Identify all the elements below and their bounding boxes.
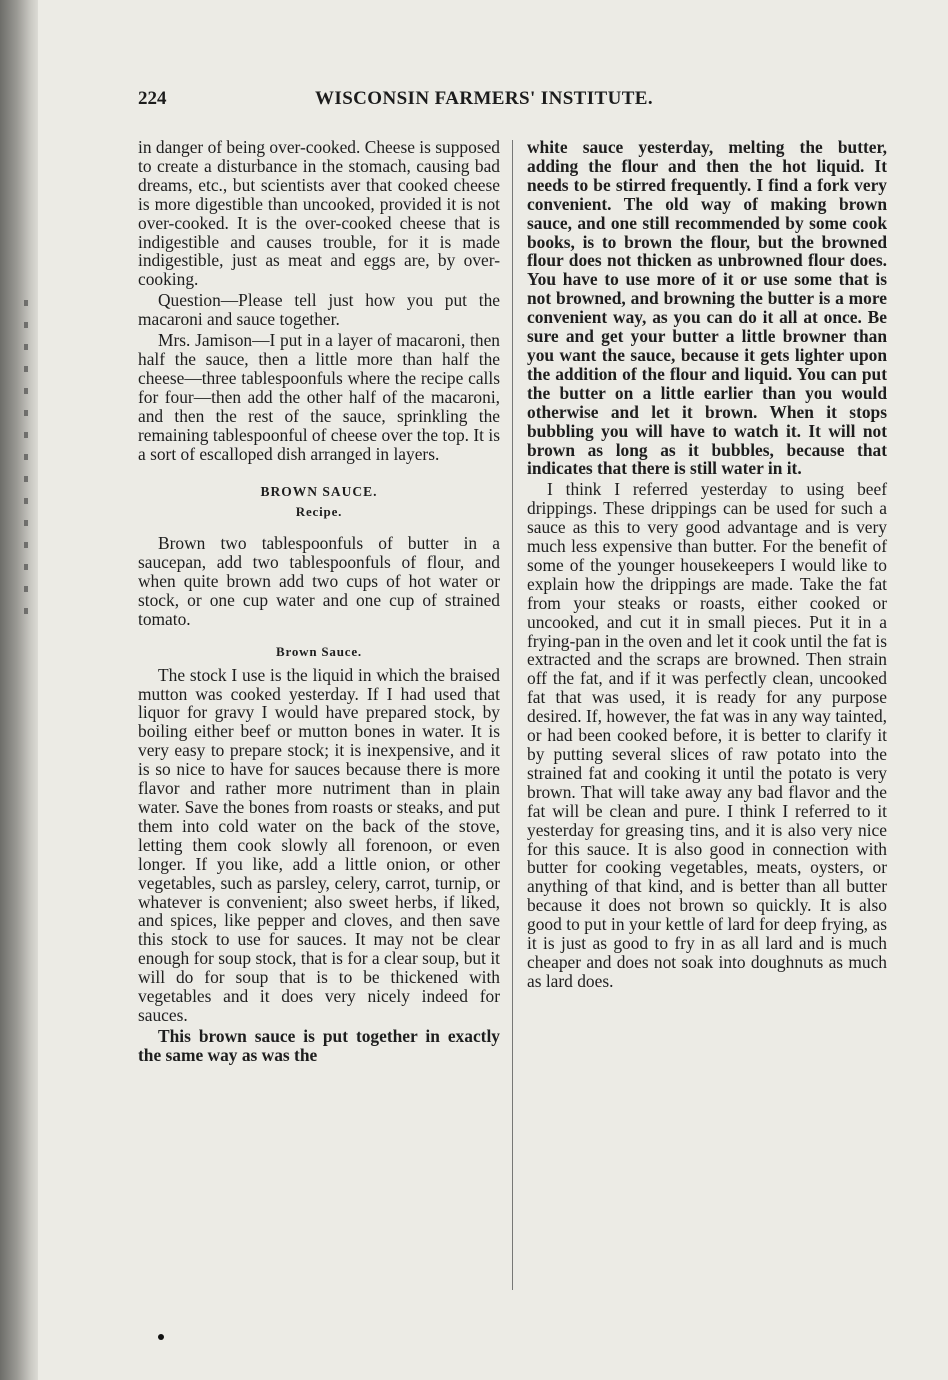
paragraph: This brown sauce is put together in exactly the same way as was the: [138, 1025, 500, 1065]
paragraph: The stock I use is the liquid in which the braised mutton was cooked yesterday. If I had used that liquor for gravy I would have prepared stock, by boiling either beef or mutton bones in water. It is very easy to prepare stock; it is inexpensive, and it is so nice to have for sauces because there is more flavor and rather more nutriment than in plain water. Save the bones from roasts or steaks, and put them into cold water on the back of the stove, letting them cook slowly all forenoon, or even longer. If you like, add a little onion, or other vegetables, such as parsley, celery, carrot, turnip, or whatever is convenient; also sweet herbs, if liked, and spices, like pepper and cloves, and then save this stock to use for sauces. It may not be clear enough for soup stock, that is for a clear soup, but it will do for soup that is to be thickened with vegetables and it does very nicely indeed for sauces.: [138, 664, 500, 1025]
page-binding: [0, 0, 38, 1380]
recipe-paragraph: Brown two tablespoonfuls of butter in a saucepan, add two tablespoonfuls of flour, and when quite brown add two cups of hot water or stock, or one cup water and one cup of strained tomato.: [138, 533, 500, 629]
paragraph: Question—Please tell just how you put the macaroni and sauce together.: [138, 290, 500, 330]
paragraph: white sauce yesterday, melting the butter, adding the flour and then the hot liquid. It needs to be stirred frequently. I find a fork very convenient. The old way of making brown sauce, and one still recommended by some cook books, is to brown the flour, but the browned flour does not thicken as unbrowned flour does. You have to use more of it or use some that is not browned, and browning the butter is a more convenient way, as you can do it all at once. Be sure and get your butter a little browner than you want the sauce, because it gets lighter upon the addition of the flour and liquid. You can put the butter on a little earlier than you would otherwise and let it brown. When it stops bubbling you will have to watch it. It will not brown as long as it bubbles, because that indicates that there is still water in it.: [527, 137, 887, 479]
paragraph: Mrs. Jamison—I put in a layer of macaroni, then half the sauce, then a little more than half the cheese—three tablespoonfuls where the recipe calls for four—then add the other half of the macaroni, and then the rest of the sauce, sprinkling the remaining tablespoonful of cheese over the top. It is a sort of escalloped dish arranged in layers.: [138, 330, 500, 464]
section-subheading: Brown Sauce.: [276, 643, 362, 659]
ink-dot: [158, 1334, 164, 1340]
section-heading: BROWN SAUCE.: [260, 484, 378, 500]
column-rule: [512, 140, 513, 1290]
page-number: 224: [138, 88, 167, 109]
page-title: WISCONSIN FARMERS' INSTITUTE.: [315, 88, 654, 109]
paragraph: in danger of being over-cooked. Cheese is supposed to create a disturbance in the stomach, causing bad dreams, etc., but scientists aver that cooked cheese is more digestible than uncooked, provided it is not over-cooked. It is the over-cooked cheese that is indigestible and causes trouble, for it is made indigestible, just as meat and eggs are, by over-cooking.: [138, 137, 500, 290]
left-column: [138, 138, 500, 1065]
binding-edge: [24, 300, 28, 620]
running-head: [138, 88, 678, 118]
right-column: [527, 138, 887, 991]
paragraph: I think I referred yesterday to using beef drippings. These drippings can be used for such a sauce as this to very good advantage and is very much less expensive than butter. For the benefit of some of the younger housekeepers I would like to explain how the drippings are made. Take the fat from your steaks or roasts, either cooked or uncooked, and cut it in small pieces. Put it in a frying-pan in the oven and let it cook until the fat is extracted and the scraps are browned. Then strain off the fat, and if it was perfectly clean, uncooked fat that was used, it is ready for any purpose desired. If, however, the fat was in any way tainted, or had been cooked before, it is better to clarify it by putting several slices of raw potato into the strained fat and cooking it until the potato is very brown. That will take away any bad flavor and the fat will be clean and pure. I think I referred to it yesterday for greasing tins, and it is also very nice for this sauce. It is also good in connection with butter for cooking vegetables, meats, oysters, or anything of that kind, and is better than all butter because it does not brown so quickly. It is also good to put in your kettle of lard for deep frying, as it is just as good to fry in as all lard and is much cheaper and does not soak into doughnuts as much as lard does.: [527, 479, 887, 991]
section-subheading: Recipe.: [295, 504, 343, 520]
